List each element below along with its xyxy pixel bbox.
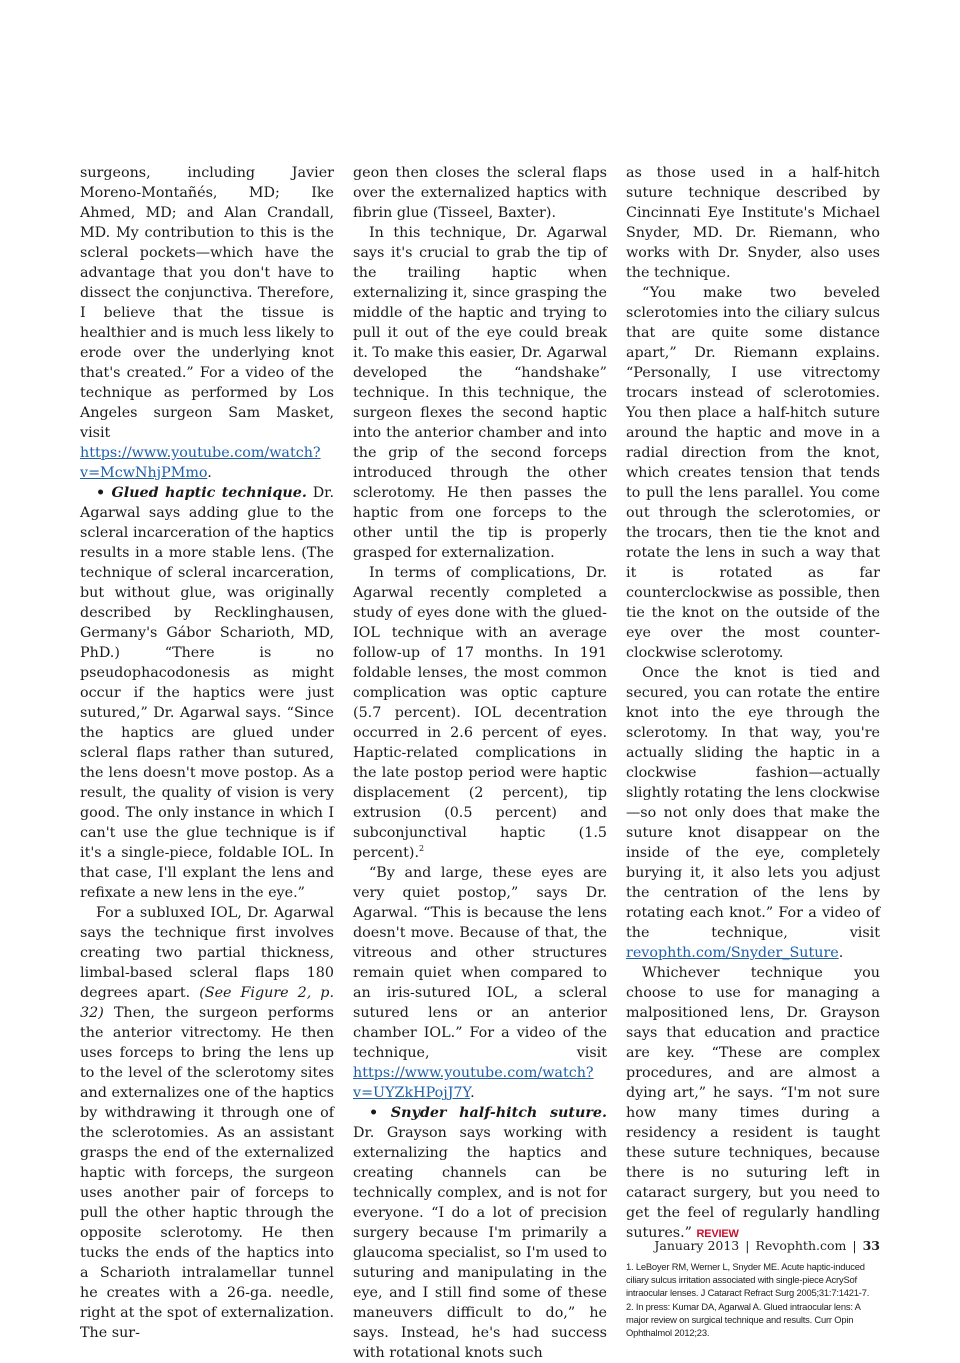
paragraph-text: “By and large, these eyes are very quiet postop,” says Dr. Agarwal. “This is because the lens doesn't move. Because of that, the vitreous and other structures remain quiet when compared to an iris-sutured IOL, a scleral sutured lens or an anterior chamber IOL.” For a video of the technique, visit (353, 865, 607, 1061)
paragraph: as those used in a half-hitch suture technique described by Cincinnati Eye Institute's Michael Snyder, MD. Dr. Riemann, who works with Dr. Snyder, also uses the technique. (626, 165, 880, 281)
column-1 (80, 163, 334, 1343)
glued-haptic-heading: • Glued haptic technique. (96, 485, 307, 501)
paragraph (80, 903, 334, 1343)
column-2 (353, 163, 607, 1363)
references (626, 1260, 880, 1339)
paragraph (80, 483, 334, 903)
column-3 (626, 163, 880, 1339)
paragraph-text: . (470, 1085, 475, 1101)
paragraph-text: Dr. Grayson says working with externalizing the haptics and creating channels can be technically complex, and is not for everyone. “I do a lot of precision surgery because I'm primarily a glaucoma specialist, so I'm used to suturing and manipulating in the eye, and I still find some of these maneuvers difficult to do,” he says. Instead, he's had success with rotational knots such (353, 1125, 607, 1361)
footer-date: January 2013 (654, 1238, 740, 1253)
paragraph-text: Then, the surgeon performs the anterior vitrectomy. He then uses forceps to bring the lens up to the level of the sclerotomy sites and externalizes one of the haptics by withdrawing it through one of the sclerotomies. As an assistant grasps the end of the externalized haptic with forceps, the surgeon uses another pair of forceps to pull the other haptic through the opposite sclerotomy. He then tucks the ends of the haptics into a Scharioth intralamellar tunnel he creates with a 26-ga. needle, right at the spot of externalization. The sur- (80, 1005, 334, 1341)
paragraph-text: Whichever technique you choose to use for managing a malpositioned lens, Dr. Grayson says that education and practice are key. “These are complex procedures, and are almost a dying art,” he says. “I'm not sure how many times during a residency a resident is taught these suture techniques, because there is no suturing left in cataract surgery, but you need to get the feel of regularly handling sutures.” (626, 965, 880, 1241)
snyder-video-link[interactable]: revophth.com/Snyder_Suture (626, 945, 839, 961)
footer-site: Revophth.com (755, 1238, 847, 1253)
footer-separator: | (745, 1238, 750, 1253)
paragraph-text: In terms of complications, Dr. Agarwal recently completed a study of eyes done with the glued-IOL technique with an average follow-up of 17 months. In 191 foldable lenses, the most common complication was optic capture (5.7 percent). IOL decentration occurred in 2.6 percent of eyes. Haptic-related complications in the late postop period were haptic displacement (2 percent), tip extrusion (0.5 percent) and subconjunctival haptic (1.5 percent). (353, 565, 607, 861)
paragraph (626, 963, 880, 1244)
paragraph (353, 563, 607, 863)
paragraph: In this technique, Dr. Agarwal says it's crucial to grab the tip of the trailing haptic when externalizing it, since grasping the middle of the haptic and trying to pull it out of the eye could break it. To make this easier, Dr. Agarwal developed the “handshake” technique. In this technique, the surgeon flexes the second haptic into the anterior chamber and into the grip of the second forceps introduced through the other sclerotomy. He then passes the haptic from one forceps to the other until the tip is properly grasped for externalization. (353, 225, 607, 561)
review-end-mark: REVIEW (696, 1228, 739, 1240)
paragraph (353, 863, 607, 1103)
page-number: 33 (862, 1238, 880, 1253)
masket-video-link[interactable]: https://www.youtube.com/watch?v=McwNhjPMmo (80, 445, 321, 481)
reference-item: 1. LeBoyer RM, Werner L, Snyder ME. Acute haptic-induced ciliary sulcus irritation associated with single-piece AcrySof intraocular lenses. J Cataract Refract Surg 2005;31:7:1421-7. (626, 1261, 870, 1299)
reference-item: 2. In press: Kumar DA, Agarwal A. Glued intraocular lens: A major review on surgical technique and results. Curr Opin Ophthalmol 2012;23. (626, 1300, 861, 1339)
paragraph-text: surgeons, including Javier Moreno-Montañés, MD; Ike Ahmed, MD; and Alan Crandall, MD. My contribution to this is the scleral pockets—which have the advantage that you don't have to dissect the conjunctiva. Therefore, I believe that the tissue is healthier and is much less likely to erode over the underlying knot that's created.” For a video of the technique as performed by Los Angeles surgeon Sam Masket, visit (80, 165, 334, 441)
citation-superscript: 2 (419, 844, 425, 854)
paragraph-text: . (207, 465, 212, 481)
agarwal-video-link[interactable]: https://www.youtube.com/watch?v=UYZkHPojJ7Y (353, 1065, 594, 1101)
paragraph (353, 1103, 607, 1363)
paragraph-text: For a subluxed IOL, Dr. Agarwal says the technique first involves creating two partial thickness, limbal-based scleral flaps 180 degrees apart. (80, 905, 334, 1001)
paragraph: geon then closes the scleral flaps over the externalized haptics with fibrin glue (Tisseel, Baxter). (353, 165, 607, 221)
page-footer (654, 1238, 880, 1253)
paragraph: “You make two beveled sclerotomies into the ciliary sulcus that are quite some distance apart,” Dr. Riemann explains. “Personally, I use vitrectomy trocars instead of sclerotomies. You then place a half-hitch suture around the haptic and move in a radial direction from the knot, which creates tension that tends to pull the lens parallel. You come out through the sclerotomies, or the trocars, then tie the knot and rotate the lens in such a way that it is rotated as far counterclockwise as possible, then tie the knot on the outside of the eye over the most counter-clockwise sclerotomy. (626, 285, 880, 661)
paragraph-text: Once the knot is tied and secured, you can rotate the entire knot into the eye through the sclerotomy. In that way, you're actually sliding the haptic in a clockwise fashion—actually slightly rotating the lens clockwise—so not only does that make the suture knot disappear on the inside of the eye, completely burying it, it also lets you adjust the centration of the lens by rotating each knot.” For a video of the technique, visit (626, 665, 880, 941)
paragraph-text: Dr. Agarwal says adding glue to the scleral incarceration of the haptics results in a more stable lens. (The technique of scleral incarceration, but without glue, was originally described by Recklinghausen, Germany's Gábor Scharioth, MD, PhD.) “There is no pseudophacodonesis as might occur if the haptics were just sutured,” Dr. Agarwal says. “Since the haptics are glued under scleral flaps rather than sutured, the lens doesn't move postop. As a result, the quality of vision is very good. The only instance in which I can't use the glue technique is if it's a single-piece, foldable IOL. In that case, I'll explant the lens and refixate a new lens in the eye.” (80, 485, 334, 901)
footer-separator: | (852, 1238, 857, 1253)
paragraph (80, 163, 334, 483)
paragraph-text: . (838, 945, 844, 961)
paragraph (626, 663, 880, 963)
snyder-suture-heading: • Snyder half-hitch suture. (369, 1105, 607, 1121)
figure-reference: (See Figure 2, p. 32) (80, 985, 334, 1021)
